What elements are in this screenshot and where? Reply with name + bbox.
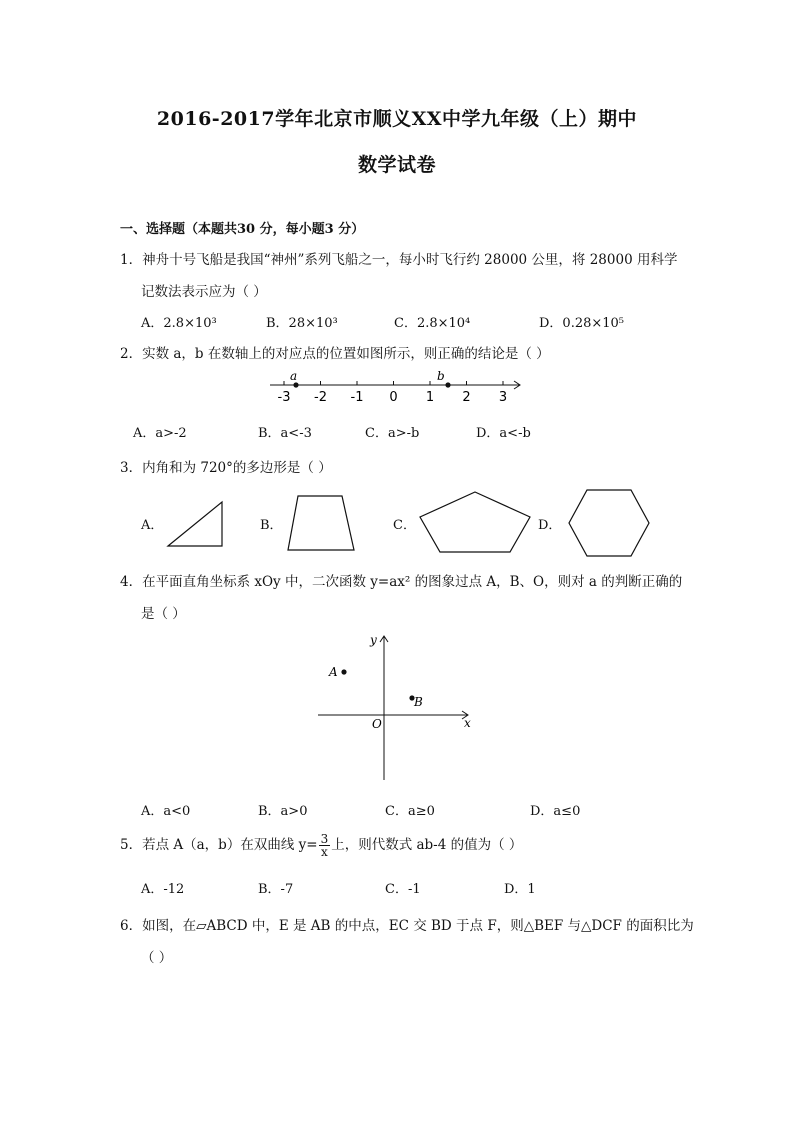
- point-a-dot: [293, 382, 298, 387]
- question-4-option-c[interactable]: C．a≥0: [385, 804, 435, 819]
- question-1-text-cont: 记数法表示应为（ ）: [141, 284, 267, 300]
- question-3-option-a[interactable]: A．: [141, 518, 164, 533]
- point-a-dot: [341, 669, 346, 674]
- point-a-label: A: [329, 665, 338, 679]
- page-title: 2016-2017学年北京市顺义XX中学九年级（上）期中: [156, 108, 638, 130]
- question-5-option-b[interactable]: B．-7: [258, 882, 294, 897]
- point-b-label: b: [437, 369, 445, 383]
- trapezoid-icon: [286, 494, 356, 552]
- question-5-option-c[interactable]: C．-1: [385, 882, 421, 897]
- question-2-text: 2．实数 a，b 在数轴上的对应点的位置如图所示，则正确的结论是（ ）: [120, 346, 550, 362]
- point-a-label: a: [290, 369, 298, 383]
- question-4-text: 4．在平面直角坐标系 xOy 中，二次函数 y=ax² 的图象过点 A，B、O，则对 a 的判断正确的: [120, 574, 683, 590]
- question-5-prefix: 5．若点 A（a，b）在双曲线 y=: [120, 837, 318, 853]
- question-1-text: 1．神舟十号飞船是我国“神州”系列飞船之一，每小时飞行约 28000 公里，将 28000 用科学: [120, 252, 678, 268]
- number-line-tick-label: -1: [350, 390, 364, 405]
- page-subtitle: 数学试卷: [357, 154, 436, 176]
- pentagon-icon: [418, 490, 532, 556]
- question-1-option-c[interactable]: C．2.8×10⁴: [394, 316, 471, 331]
- y-axis-label: y: [370, 633, 377, 647]
- question-4-option-b[interactable]: B．a>0: [258, 804, 308, 819]
- question-5-option-a[interactable]: A．-12: [141, 882, 185, 897]
- triangle-icon: [166, 500, 226, 548]
- fraction-numerator: 3: [320, 832, 329, 846]
- question-4-option-d[interactable]: D．a≤0: [530, 804, 581, 819]
- question-4-option-a[interactable]: A．a<0: [141, 804, 191, 819]
- number-line-tick-label: -3: [277, 390, 291, 405]
- number-line-tick-label: 2: [462, 390, 471, 405]
- question-6-text: 6．如图，在▱ABCD 中，E 是 AB 的中点，EC 交 BD 于点 F，则△BEF 与△DCF 的面积比为: [120, 918, 694, 934]
- question-1-option-a[interactable]: A．2.8×10³: [141, 316, 217, 331]
- number-line-tick-label: 1: [425, 390, 435, 405]
- question-1-option-d[interactable]: D．0.28×10⁵: [539, 316, 625, 331]
- number-line-tick-label: 0: [389, 390, 398, 405]
- point-b-label: B: [414, 695, 423, 709]
- question-3-text: 3．内角和为 720°的多边形是（ ）: [120, 460, 332, 476]
- question-5-suffix: 上，则代数式 ab-4 的值为（ ）: [331, 837, 523, 853]
- number-line-tick-label: -2: [314, 390, 327, 405]
- question-6-text-cont: （ ）: [141, 950, 173, 966]
- question-4-text-cont: 是（ ）: [141, 606, 186, 622]
- fraction-3-over-x: [319, 833, 331, 858]
- section-heading: 一、选择题（本题共30 分，每小题3 分）: [120, 222, 365, 237]
- number-line-figure: [270, 369, 530, 406]
- question-2-option-a[interactable]: A．a>-2: [133, 426, 187, 441]
- question-3-option-b[interactable]: B．: [260, 518, 283, 533]
- question-2-option-c[interactable]: C．a>-b: [365, 426, 420, 441]
- number-line-tick-label: 3: [498, 390, 508, 405]
- question-3-option-c[interactable]: C．: [393, 518, 416, 533]
- x-axis-label: x: [464, 716, 471, 730]
- question-5-text: [120, 830, 522, 860]
- fraction-denominator: x: [320, 845, 328, 859]
- hexagon-icon: [567, 488, 651, 558]
- origin-label: O: [372, 717, 382, 731]
- question-2-option-d[interactable]: D．a<-b: [476, 426, 531, 441]
- question-3-option-d[interactable]: D．: [538, 518, 562, 533]
- question-5-option-d[interactable]: D．1: [504, 882, 536, 897]
- point-b-dot: [445, 382, 450, 387]
- question-2-option-b[interactable]: B．a<-3: [258, 426, 312, 441]
- question-1-option-b[interactable]: B．28×10³: [266, 316, 338, 331]
- coordinate-graph-figure: [312, 630, 482, 785]
